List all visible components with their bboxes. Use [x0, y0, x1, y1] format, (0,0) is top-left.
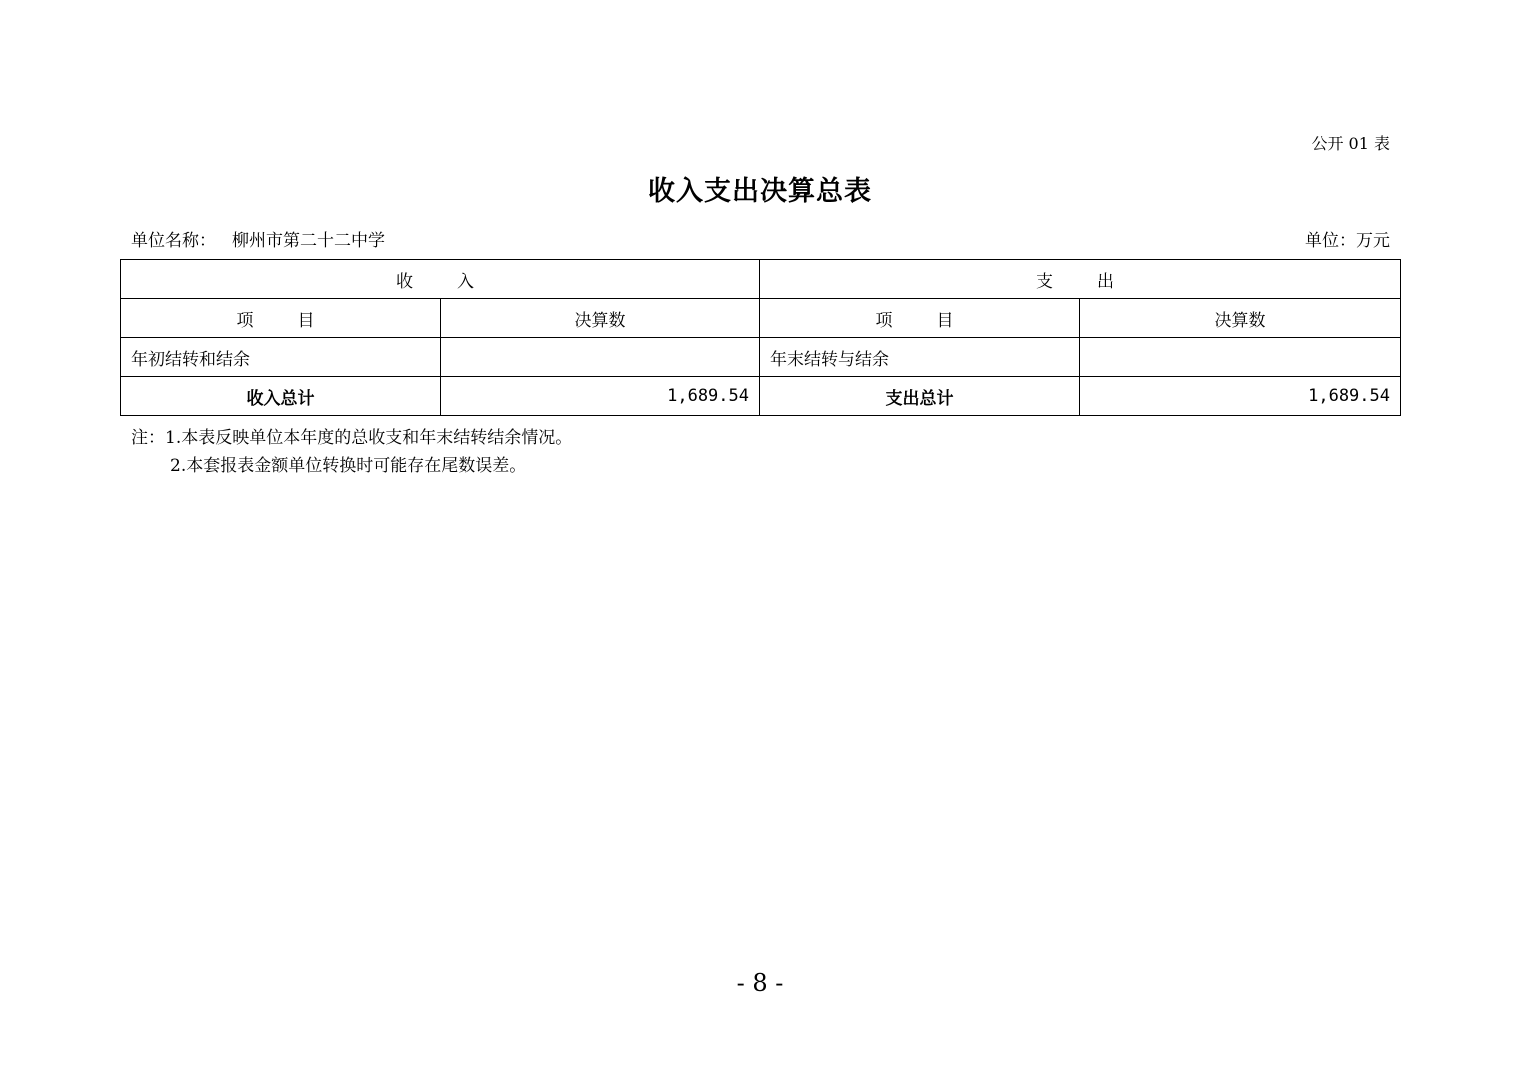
expense-amount-cell	[1080, 338, 1401, 377]
note-2: 2.本套报表金额单位转换时可能存在尾数误差。	[170, 456, 527, 476]
unit-name-value: 柳州市第二十二中学	[232, 231, 385, 251]
income-total-label: 收入总计	[121, 377, 441, 416]
expense-section-header: 支出	[760, 260, 1401, 299]
note-1: 注：1.本表反映单位本年度的总收支和年末结转结余情况。	[131, 428, 573, 448]
page-title: 收入支出决算总表	[648, 176, 872, 207]
expense-item-header: 项目	[760, 299, 1080, 338]
table-notes	[131, 424, 572, 480]
form-code: 公开 01 表	[1311, 134, 1390, 153]
table-row	[121, 338, 1401, 377]
totals-row	[121, 377, 1401, 416]
income-total-amount: 1,689.54	[441, 377, 760, 416]
income-item-header: 项目	[121, 299, 441, 338]
unit-name-row	[131, 230, 385, 252]
income-section-header: 收入	[121, 260, 760, 299]
unit-name-label: 单位名称：	[131, 231, 216, 251]
column-header-row	[121, 299, 1401, 338]
page-number: - 8 -	[736, 969, 784, 997]
expense-item-cell: 年末结转与结余	[760, 338, 1080, 377]
section-header-row	[121, 260, 1401, 299]
income-amount-cell	[441, 338, 760, 377]
income-expense-summary-table	[120, 259, 1401, 416]
expense-amount-header: 决算数	[1080, 299, 1401, 338]
currency-unit-label: 单位：万元	[1305, 231, 1390, 251]
expense-total-amount: 1,689.54	[1080, 377, 1401, 416]
expense-total-label: 支出总计	[760, 377, 1080, 416]
income-amount-header: 决算数	[441, 299, 760, 338]
income-item-cell: 年初结转和结余	[121, 338, 441, 377]
